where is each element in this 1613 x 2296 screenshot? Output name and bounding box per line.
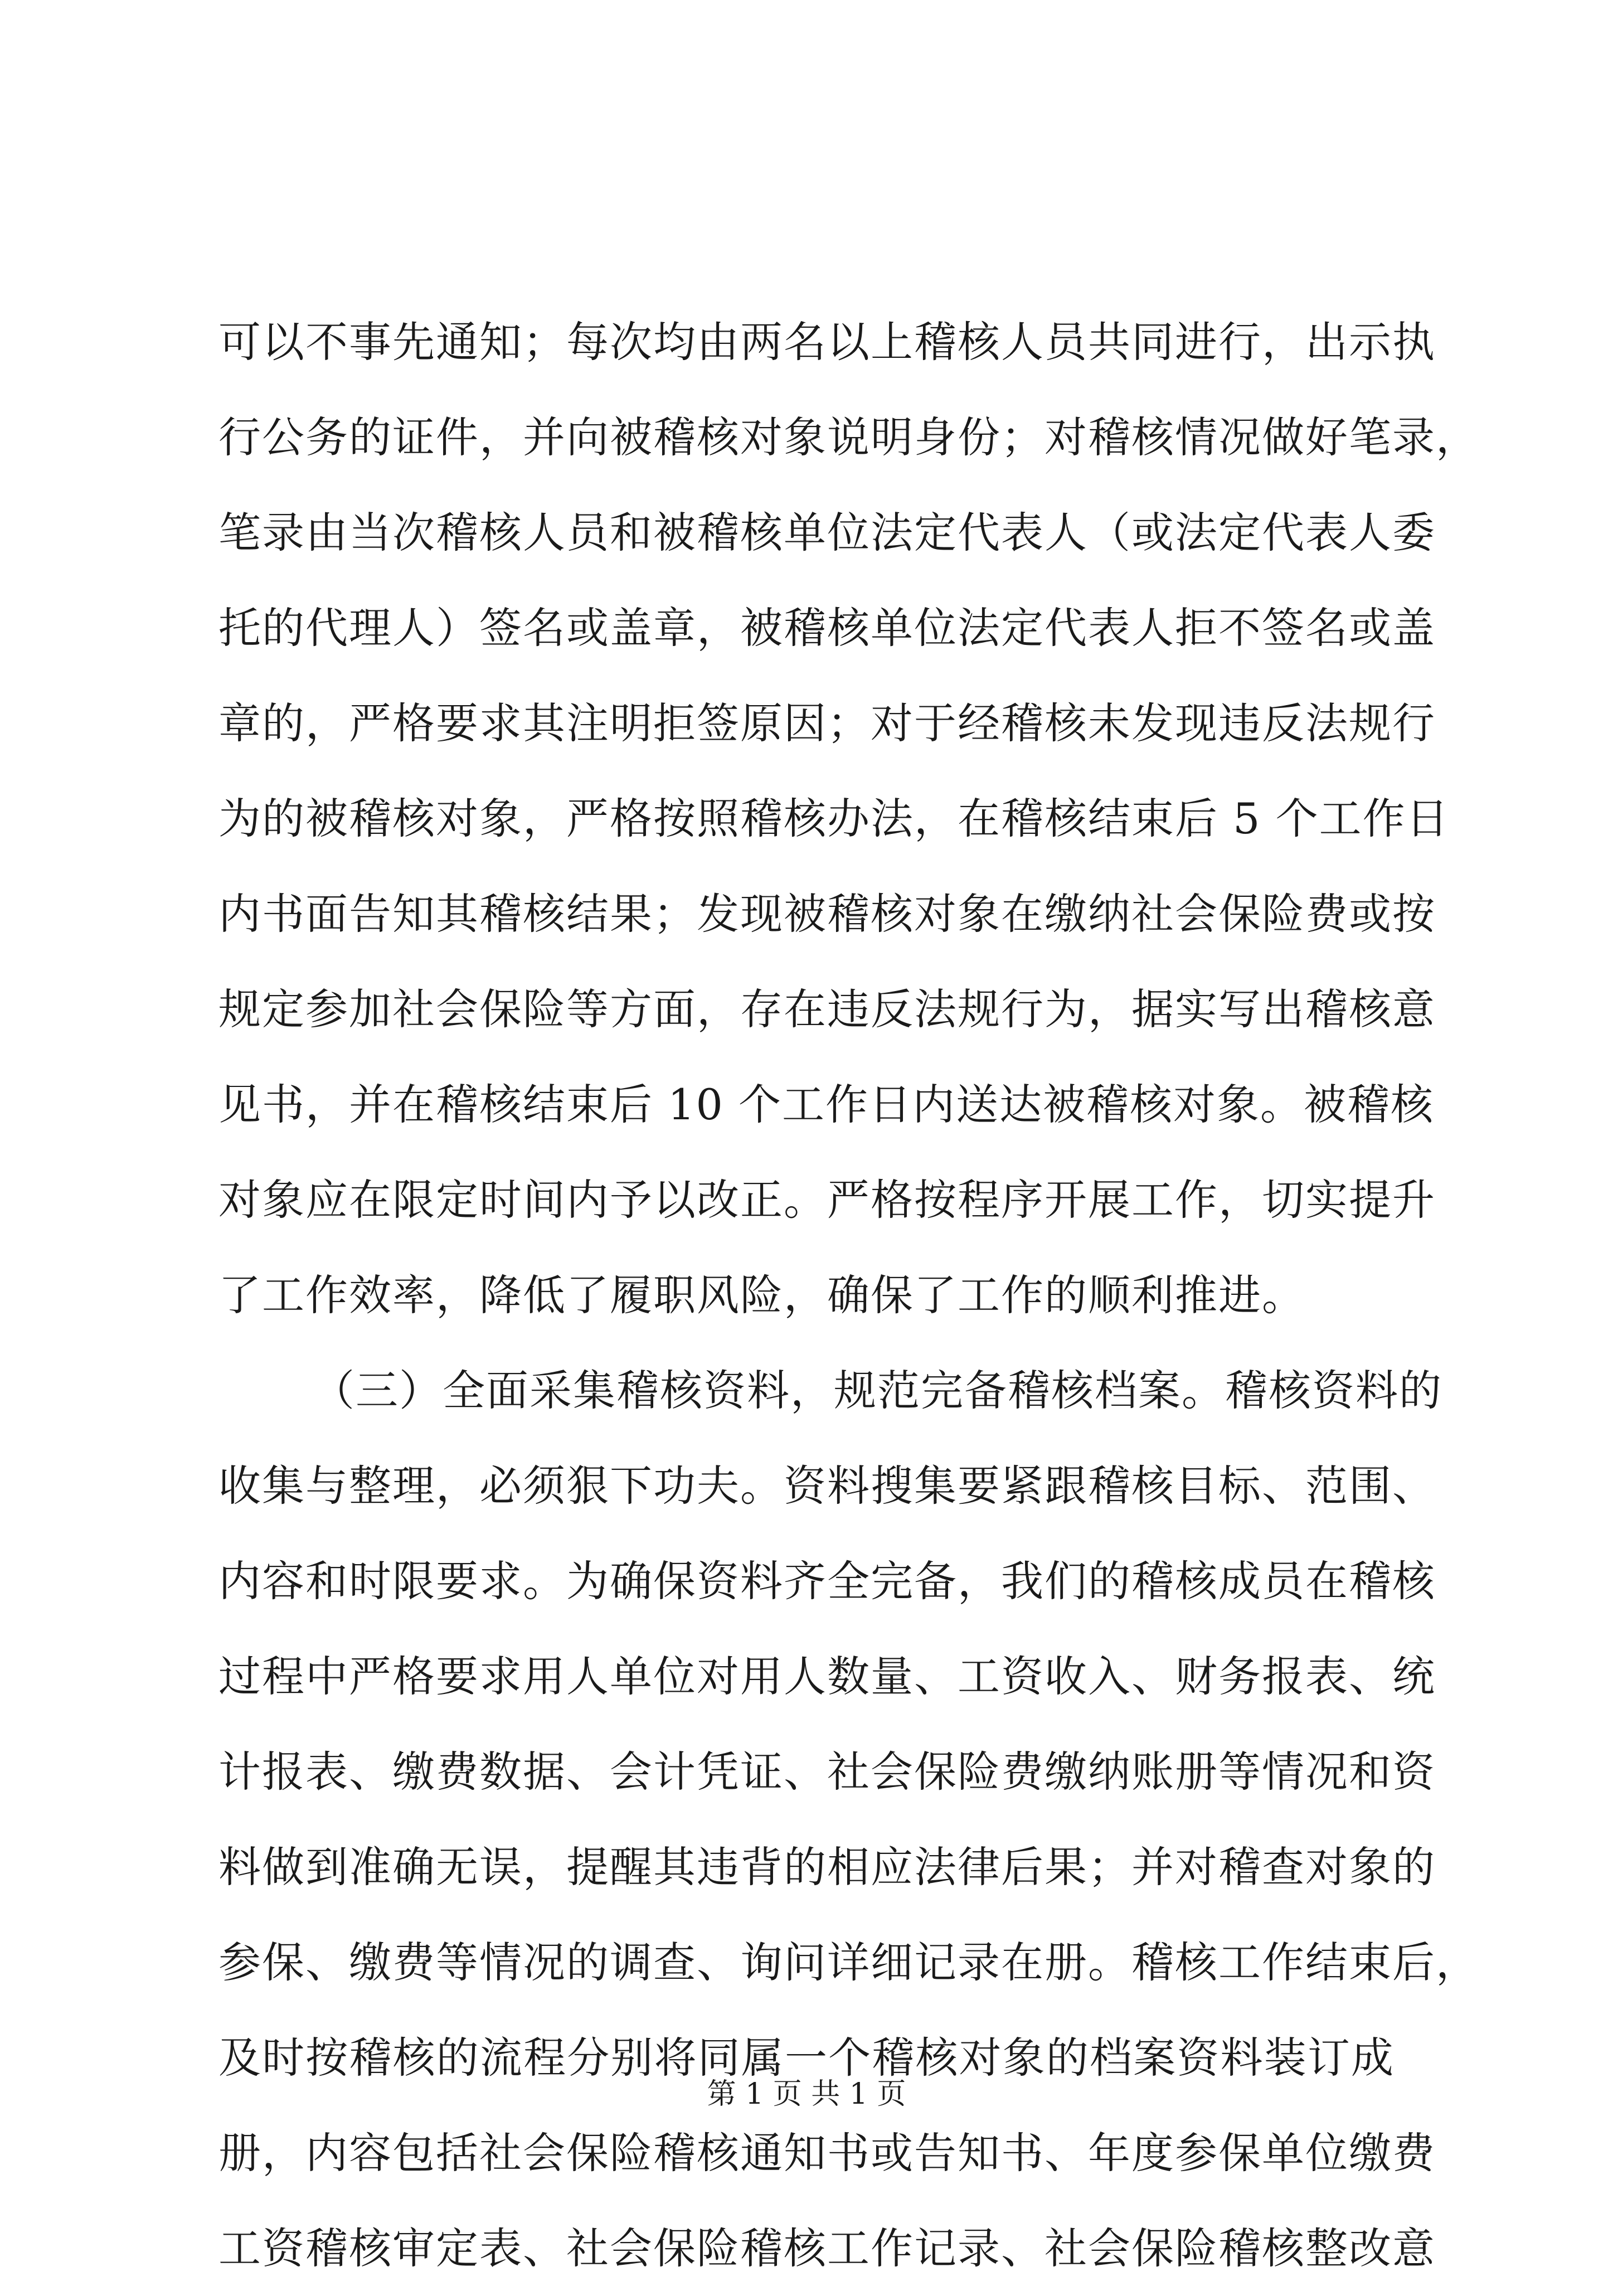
text-line: 收集与整理，必须狠下功夫。资料搜集要紧跟稽核目标、范围、	[218, 1461, 1436, 1511]
text-line: 见书，并在稽核结束后 10 个工作日内送达被稽核对象。被稽核	[218, 1080, 1435, 1129]
section-heading-line: （三）全面采集稽核资料，规范完备稽核档案。稽核资料的	[312, 1366, 1442, 1415]
text-line: 可以不事先通知；每次均由两名以上稽核人员共同进行，出示执	[218, 317, 1436, 367]
text-line: 料做到准确无误，提醒其违背的相应法律后果；并对稽查对象的	[218, 1842, 1436, 1892]
text-line: 过程中严格要求用人单位对用人数量、工资收入、财务报表、统	[218, 1652, 1436, 1701]
text-line: 内容和时限要求。为确保资料齐全完备，我们的稽核成员在稽核	[218, 1556, 1436, 1606]
text-line: 计报表、缴费数据、会计凭证、社会保险费缴纳账册等情况和资	[218, 1747, 1436, 1797]
document-body	[218, 294, 1479, 2296]
text-line: 工资稽核审定表、社会保险稽核工作记录、社会保险稽核整改意	[218, 2224, 1436, 2273]
text-line: 参保、缴费等情况的调查、询问详细记录在册。稽核工作结束后，	[218, 1938, 1479, 1987]
text-line: 及时按稽核的流程分别将同属一个稽核对象的档案资料装订成	[218, 2033, 1395, 2083]
text-line: 行公务的证件，并向被稽核对象说明身份；对稽核情况做好笔录，	[218, 412, 1479, 462]
text-line: 规定参加社会保险等方面，存在违反法规行为，据实写出稽核意	[218, 984, 1436, 1034]
page-number-footer: 第 1 页 共 1 页	[707, 2077, 906, 2111]
text-line: 笔录由当次稽核人员和被稽核单位法定代表人（或法定代表人委	[218, 508, 1436, 557]
text-line: 章的，严格要求其注明拒签原因；对于经稽核未发现违反法规行	[218, 698, 1436, 748]
text-line: 册，内容包括社会保险稽核通知书或告知书、年度参保单位缴费	[218, 2128, 1436, 2178]
text-line: 对象应在限定时间内予以改正。严格按程序开展工作，切实提升	[218, 1175, 1436, 1225]
text-line: 为的被稽核对象，严格按照稽核办法，在稽核结束后 5 个工作日	[218, 794, 1450, 843]
paragraph-end-line: 了工作效率，降低了履职风险，确保了工作的顺利推进。	[218, 1270, 1305, 1320]
text-line: 内书面告知其稽核结果；发现被稽核对象在缴纳社会保险费或按	[218, 889, 1436, 939]
text-line: 托的代理人）签名或盖章，被稽核单位法定代表人拒不签名或盖	[218, 603, 1436, 653]
